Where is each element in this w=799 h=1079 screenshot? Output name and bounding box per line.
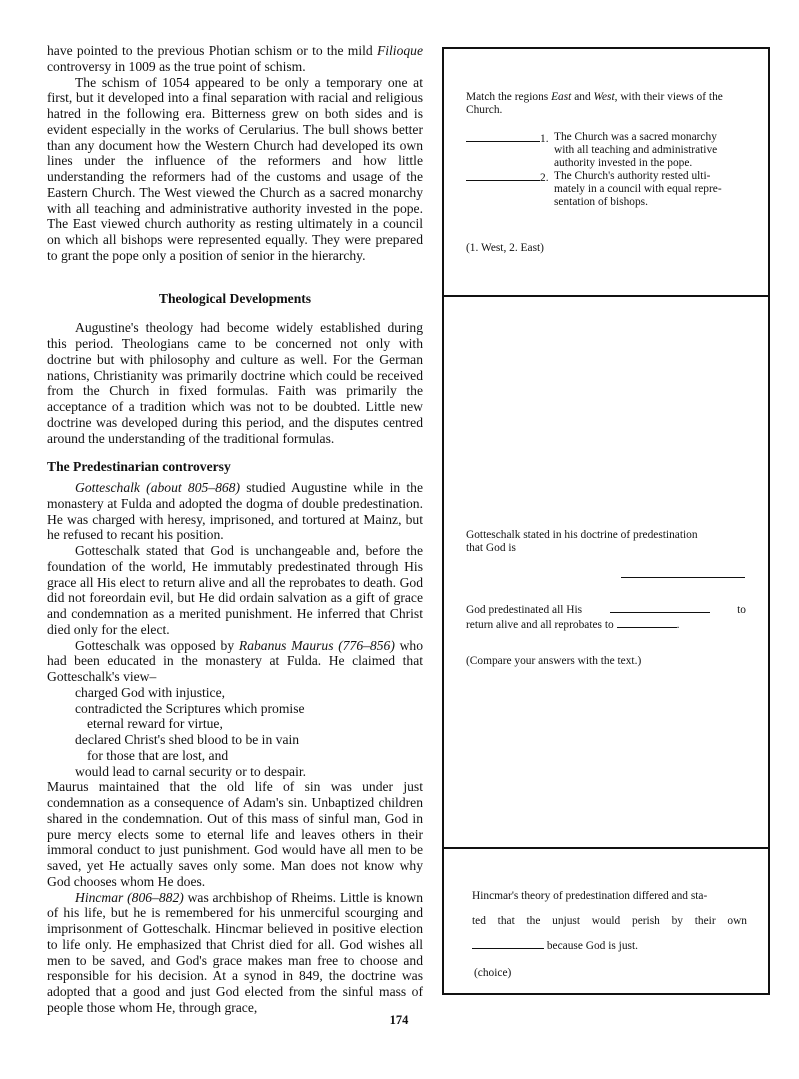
- claim-item: contradicted the Scriptures which promise: [75, 700, 305, 716]
- answer-key-3: (choice): [474, 967, 512, 979]
- gotteschalk-question: Gotteschalk stated in his doctrine of predestination that God is: [466, 529, 698, 554]
- paragraph-maurus: Maurus maintained that the old life of sin was under just condemnation as a consequence of Adam's sin. Unbaptized children shared in the condemnation. Out of this mass of sinful man, God in pure mercy elects some to eternal life and leaves others in their immoral conduct to just punishment. God would have all men to be saved, yet He actually saves only some. Man does not know why God chooses whom He does.: [47, 779, 423, 889]
- exercise-box: [442, 47, 770, 995]
- paragraph-intro: have pointed to the previous Photian schism or to the mild Filioque controversy in 1009 as the true point of schism.: [47, 43, 423, 74]
- answer-blank-choice[interactable]: [472, 938, 544, 949]
- paragraph-gotteschalk-doctrine: Gotteschalk stated that God is unchangeable and, before the foundation of the world, He immutably predestinated through His grace all His elect to return alive and all the reprobates to death. God did not foreordain evil, but He did ordain salvation as a gift of grace and condemnation as a merited punishment. He inferred that Christ died only for the elect.: [47, 543, 423, 637]
- match-prompt: Match the regions East and West, with their views of the Church.: [466, 91, 723, 116]
- match-item-1: 1. The Church was a sacred monarchy with all teaching and administrative authority invested in the pope.: [466, 131, 756, 146]
- claim-item-continuation: for those that are lost, and: [87, 747, 229, 763]
- claim-item: charged God with injustice,: [75, 684, 226, 700]
- compare-note: (Compare your answers with the text.): [466, 655, 642, 667]
- main-text-column: [47, 43, 423, 1016]
- subheading-predestinarian: The Predestinarian controversy: [47, 459, 231, 475]
- exercise-panel-hincmar: [444, 849, 768, 993]
- answer-blank-2[interactable]: [466, 170, 540, 181]
- paragraph-augustine: Augustine's theology had become widely established during this period. Theologians came to be concerned not only with doctrine but with philosophy and culture as well. For the German nations, Christianity was primarily doctrine which could be received from the Church in fixed formulas. Faith was primarily the acceptance of a tradition which was not to be doubted. Little new doctrine was developed during this period, and the disputes centred around the understanding of the traditional formulas.: [47, 320, 423, 446]
- exercise-panel-east-west: [444, 49, 768, 297]
- claims-list: [47, 685, 423, 780]
- paragraph-rabanus: Gotteschalk was opposed by Rabanus Maurus (776–856) who had been educated in the monastery at Fulda. He claimed that Gotteschalk's view–: [47, 637, 423, 684]
- predestination-question: God predestinated all His to return alive and all reprobates to .: [466, 604, 746, 631]
- claim-item: declared Christ's shed blood to be in vain: [75, 732, 300, 747]
- claim-item: would lead to carnal security or to despair.: [75, 763, 307, 779]
- match-item-2: 2. The Church's authority rested ulti- mately in a council with equal repre- sentation of bishops.: [466, 170, 756, 185]
- answer-key-1: (1. West, 2. East): [466, 242, 544, 254]
- section-heading-theological: Theological Developments: [158, 290, 312, 306]
- claim-item-continuation: eternal reward for virtue,: [87, 716, 223, 732]
- paragraph-hincmar: Hincmar (806–882) was archbishop of Rheims. Little is known of his life, but he is remembered for his unmerciful scourging and imprisonment of Gotteschalk. Hincmar believed in positive election to life only. He emphasized that Christ died for all. God wishes all men to be saved, and God's grace makes man free to choose and responsible for his decision. At a synod in 849, the doctrine was adopted that a good and just God elected from the sinful mass of people those whom He, through grace,: [47, 889, 424, 1015]
- hincmar-question: Hincmar's theory of predestination differed and sta- ted that the unjust would perish by their own because God is just.: [472, 890, 747, 952]
- answer-blank-1[interactable]: [466, 131, 540, 142]
- exercise-panel-gotteschalk: [444, 297, 768, 849]
- answer-blank-elect[interactable]: [610, 602, 710, 613]
- answer-blank-god-is[interactable]: [621, 567, 745, 578]
- paragraph-gotteschalk-bio: Gotteschalk (about 805–868) studied Augustine while in the monastery at Fulda and adopted the dogma of double predestination. He was charged with heresy, imprisoned, and tortured at Mainz, but he refused to recant his position.: [47, 480, 423, 543]
- page-number: 174: [389, 1013, 409, 1027]
- paragraph-schism: The schism of 1054 appeared to be only a temporary one at first, but it developed into a final separation with racial and religious hatred in the following era. Bitterness grew on both sides and is evident especially in the works of Cerularius. The bull shows better than any document how the Western Church had developed its own lines under the influence of the reformers and how little understanding the reformers had of the customs and usage of the Eastern Church. The West viewed the Church as a sacred monarchy with all teaching and administrative authority invested in the pope. The East viewed church authority as resting ultimately in a council on which all bishops were represented equally. They were prepared to grant the pope only a position of senior in the hierarchy.: [47, 74, 423, 263]
- answer-blank-death[interactable]: [617, 617, 677, 628]
